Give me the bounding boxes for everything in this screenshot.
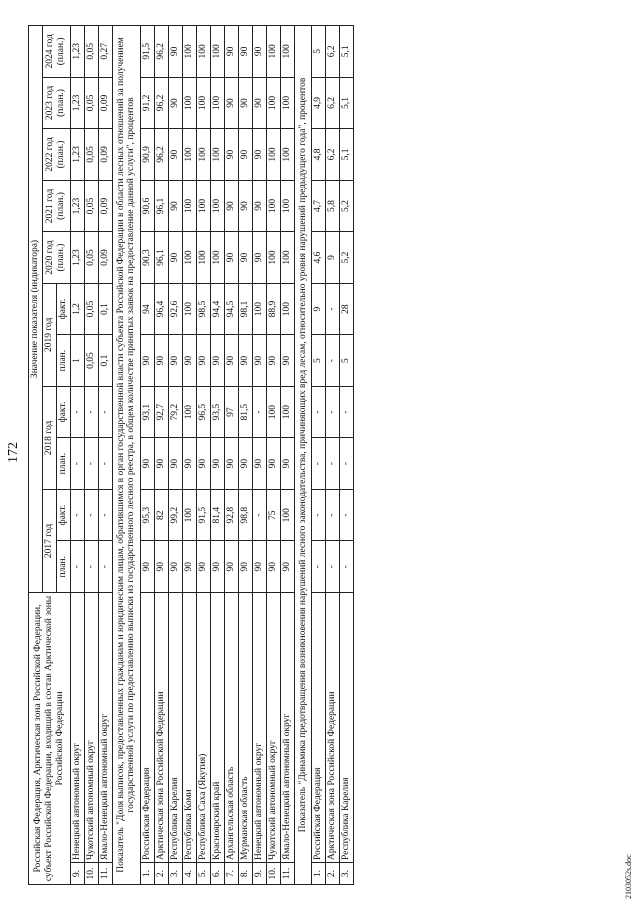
fact-header: факт.: [56, 283, 70, 335]
value-cell: 5,1: [340, 129, 354, 181]
table-row: [98, 26, 112, 885]
value-cell: 1,23: [70, 26, 84, 78]
value-cell: 90: [169, 77, 183, 129]
value-cell: 90: [238, 26, 252, 78]
table-row: [224, 26, 238, 885]
value-cell: 90: [183, 335, 197, 387]
value-cell: 100: [280, 77, 294, 129]
value-cell: 90: [224, 180, 238, 232]
region-name: Российская Федерация: [141, 592, 155, 862]
row-number: 5.: [197, 863, 211, 885]
row-number: 8.: [238, 863, 252, 885]
value-cell: 100: [280, 232, 294, 284]
value-cell: 0,05: [84, 26, 98, 78]
value-cell: 93,1: [141, 386, 155, 438]
value-cell: 100: [266, 232, 280, 284]
value-cell: 90: [224, 129, 238, 181]
region-name: Ненецкий автономный округ: [70, 592, 84, 862]
plan-header: план.: [56, 438, 70, 490]
region-name: Республика Карелия: [340, 592, 354, 862]
value-cell: 100: [183, 489, 197, 541]
value-cell: 4,6: [312, 232, 326, 284]
value-cell: 1,2: [70, 283, 84, 335]
value-cell: -: [312, 541, 326, 593]
value-cell: 100: [252, 283, 266, 335]
value-cell: 5,2: [340, 180, 354, 232]
table-row: [70, 26, 84, 885]
row-number: 9.: [70, 863, 84, 885]
value-cell: 90: [169, 180, 183, 232]
region-header: Российская Федерация, Арктическая зона Российской Федерации, субъект Российской Федерации, входящий в состав Арктической зоны Российской Федерации: [29, 592, 71, 884]
value-cell: 90: [210, 335, 224, 387]
value-cell: 5: [312, 335, 326, 387]
value-cell: 90: [169, 129, 183, 181]
table-row: [340, 26, 354, 885]
value-cell: 98,5: [197, 283, 211, 335]
value-cell: 6,2: [326, 129, 340, 181]
year-header: 2017 год: [42, 489, 56, 592]
value-cell: -: [326, 386, 340, 438]
value-cell: 9: [326, 232, 340, 284]
value-cell: 90: [238, 335, 252, 387]
value-cell: 100: [280, 283, 294, 335]
value-cell: 90: [238, 180, 252, 232]
future-year-header: 2023 год (план.): [42, 77, 70, 129]
rows-top: [70, 26, 112, 885]
value-cell: 90: [238, 438, 252, 490]
value-cell: 5,1: [340, 77, 354, 129]
indicator-table: [28, 25, 354, 885]
value-cell: 9: [312, 283, 326, 335]
section-title: Показатель "Динамика предотвращения возникновения нарушений лесного законодательства, причиняющих вред лесам, относительно уровня нарушений предыдущего года", процентов: [294, 26, 312, 885]
row-number: 11.: [98, 863, 112, 885]
value-cell: 0,27: [98, 26, 112, 78]
value-cell: 5: [340, 335, 354, 387]
value-cell: 96,5: [197, 386, 211, 438]
value-cell: 90: [252, 26, 266, 78]
value-cell: -: [98, 489, 112, 541]
plan-header: план.: [56, 541, 70, 593]
value-cell: 100: [197, 180, 211, 232]
value-cell: 90: [252, 335, 266, 387]
value-cell: 90: [238, 232, 252, 284]
region-name: Арктическая зона Российской Федерации: [155, 592, 169, 862]
value-cell: 100: [210, 129, 224, 181]
value-cell: 75: [266, 489, 280, 541]
table-row: [210, 26, 224, 885]
value-cell: 1,23: [70, 232, 84, 284]
value-cell: 90: [169, 232, 183, 284]
value-cell: 100: [197, 129, 211, 181]
value-cell: 81,4: [210, 489, 224, 541]
value-cell: 100: [266, 180, 280, 232]
value-cell: 100: [210, 77, 224, 129]
region-name: Республика Коми: [183, 592, 197, 862]
region-name: Мурманская область: [238, 592, 252, 862]
value-cell: -: [84, 438, 98, 490]
region-name: Арктическая зона Российской Федерации: [326, 592, 340, 862]
value-cell: 90: [197, 438, 211, 490]
rows-mid: [141, 26, 294, 885]
region-name: Красноярский край: [210, 592, 224, 862]
value-cell: 90: [266, 541, 280, 593]
table-row: [155, 26, 169, 885]
value-cell: 90: [280, 541, 294, 593]
value-cell: 90: [224, 541, 238, 593]
value-cell: 0,1: [98, 335, 112, 387]
value-cell: 100: [183, 180, 197, 232]
value-cell: -: [70, 438, 84, 490]
value-cell: -: [84, 489, 98, 541]
value-cell: 6,2: [326, 26, 340, 78]
value-cell: 92,6: [169, 283, 183, 335]
value-cell: 100: [197, 232, 211, 284]
value-cell: 90: [169, 541, 183, 593]
group-header: Значение показателя (индикатора): [29, 26, 43, 593]
year-header: 2019 год: [42, 283, 56, 386]
value-cell: 100: [266, 129, 280, 181]
table-row: [266, 26, 280, 885]
value-cell: 90: [252, 232, 266, 284]
value-cell: 96,2: [155, 26, 169, 78]
value-cell: 90,9: [141, 129, 155, 181]
section-title: Показатель "Доля выписок, предоставленных гражданам и юридическим лицам, обратившимся в орган государственной власти субъекта Российской Федерации в области лесных отношений за получением государственной услуги по предоставлению выписки из государственного лесного реестра, в общем количестве принятых заявок на предоставление данной услуги", процентов: [112, 26, 141, 885]
row-number: 3.: [340, 863, 354, 885]
value-cell: 99,2: [169, 489, 183, 541]
value-cell: 90: [224, 438, 238, 490]
value-cell: 90: [183, 438, 197, 490]
row-number: 11.: [280, 863, 294, 885]
value-cell: 94: [141, 283, 155, 335]
table-row: [312, 26, 326, 885]
value-cell: -: [84, 541, 98, 593]
value-cell: 90: [252, 129, 266, 181]
value-cell: -: [326, 335, 340, 387]
value-cell: 96,2: [155, 77, 169, 129]
value-cell: -: [340, 438, 354, 490]
value-cell: 100: [280, 129, 294, 181]
value-cell: -: [326, 283, 340, 335]
value-cell: 90: [155, 438, 169, 490]
value-cell: 93,5: [210, 386, 224, 438]
value-cell: 91,5: [197, 489, 211, 541]
value-cell: -: [252, 489, 266, 541]
value-cell: 98,8: [238, 489, 252, 541]
value-cell: 1,23: [70, 77, 84, 129]
value-cell: -: [84, 386, 98, 438]
future-year-header: 2021 год (план.): [42, 180, 70, 232]
value-cell: 94,4: [210, 283, 224, 335]
value-cell: 91,5: [141, 26, 155, 78]
value-cell: 96,1: [155, 180, 169, 232]
future-year-header: 2020 год (план.): [42, 232, 70, 284]
value-cell: 94,5: [224, 283, 238, 335]
value-cell: 0,05: [84, 232, 98, 284]
value-cell: 97: [224, 386, 238, 438]
value-cell: 90: [266, 335, 280, 387]
value-cell: 96,1: [155, 232, 169, 284]
value-cell: 0,05: [84, 180, 98, 232]
value-cell: 90: [224, 26, 238, 78]
value-cell: 5: [312, 26, 326, 78]
value-cell: 100: [266, 386, 280, 438]
value-cell: -: [252, 386, 266, 438]
value-cell: 90: [266, 438, 280, 490]
fact-header: факт.: [56, 386, 70, 438]
row-number: 4.: [183, 863, 197, 885]
value-cell: 100: [183, 26, 197, 78]
region-name: Российская Федерация: [312, 592, 326, 862]
value-cell: 90: [155, 541, 169, 593]
value-cell: -: [98, 386, 112, 438]
value-cell: 0,09: [98, 77, 112, 129]
value-cell: 81,5: [238, 386, 252, 438]
value-cell: 82: [155, 489, 169, 541]
value-cell: -: [326, 541, 340, 593]
value-cell: 100: [280, 489, 294, 541]
value-cell: 1,23: [70, 129, 84, 181]
value-cell: 96,2: [155, 129, 169, 181]
value-cell: 100: [266, 26, 280, 78]
row-number: 9.: [252, 863, 266, 885]
value-cell: 6,2: [326, 77, 340, 129]
table-row: [141, 26, 155, 885]
value-cell: -: [312, 438, 326, 490]
value-cell: 88,9: [266, 283, 280, 335]
table-row: [326, 26, 340, 885]
value-cell: 90: [280, 438, 294, 490]
value-cell: -: [98, 438, 112, 490]
value-cell: 90: [169, 335, 183, 387]
value-cell: 95,3: [141, 489, 155, 541]
row-number: 2.: [155, 863, 169, 885]
value-cell: 0,05: [84, 283, 98, 335]
plan-header: план.: [56, 335, 70, 387]
value-cell: 90,3: [141, 232, 155, 284]
value-cell: 5,1: [340, 26, 354, 78]
row-number: 7.: [224, 863, 238, 885]
value-cell: 90: [252, 77, 266, 129]
table-row: [197, 26, 211, 885]
row-number: 10.: [84, 863, 98, 885]
value-cell: 90,6: [141, 180, 155, 232]
table-row: [169, 26, 183, 885]
value-cell: 90: [224, 77, 238, 129]
value-cell: 100: [280, 180, 294, 232]
value-cell: -: [312, 489, 326, 541]
value-cell: 100: [280, 386, 294, 438]
region-name: Республика Карелия: [169, 592, 183, 862]
value-cell: 90: [238, 541, 252, 593]
value-cell: 100: [266, 77, 280, 129]
year-header: 2018 год: [42, 386, 56, 489]
value-cell: 100: [197, 26, 211, 78]
value-cell: 90: [141, 438, 155, 490]
fact-header: факт.: [56, 489, 70, 541]
value-cell: 0,05: [84, 335, 98, 387]
value-cell: 90: [252, 438, 266, 490]
footer-filename: 2103052s.doc: [624, 854, 633, 899]
value-cell: 90: [280, 335, 294, 387]
table-row: [252, 26, 266, 885]
value-cell: 5,8: [326, 180, 340, 232]
value-cell: -: [70, 489, 84, 541]
future-year-header: 2022 год (план.): [42, 129, 70, 181]
value-cell: 100: [197, 77, 211, 129]
value-cell: 90: [141, 335, 155, 387]
value-cell: 90: [252, 541, 266, 593]
region-name: Чукотский автономный округ: [266, 592, 280, 862]
table-row: [280, 26, 294, 885]
value-cell: 100: [210, 180, 224, 232]
value-cell: 0,05: [84, 77, 98, 129]
value-cell: -: [340, 541, 354, 593]
value-cell: 4,9: [312, 77, 326, 129]
value-cell: 90: [210, 541, 224, 593]
value-cell: -: [326, 438, 340, 490]
value-cell: -: [98, 541, 112, 593]
value-cell: 1,23: [70, 180, 84, 232]
value-cell: -: [70, 541, 84, 593]
value-cell: 92,7: [155, 386, 169, 438]
value-cell: 90: [252, 180, 266, 232]
region-name: Архангельская область: [224, 592, 238, 862]
region-name: Республика Саха (Якутия): [197, 592, 211, 862]
table-row: [238, 26, 252, 885]
value-cell: 90: [197, 541, 211, 593]
value-cell: 96,4: [155, 283, 169, 335]
value-cell: 100: [210, 26, 224, 78]
value-cell: 91,2: [141, 77, 155, 129]
region-name: Ямало-Ненецкий автономный округ: [98, 592, 112, 862]
value-cell: 100: [280, 26, 294, 78]
region-name: Ненецкий автономный округ: [252, 592, 266, 862]
row-number: 10.: [266, 863, 280, 885]
region-name: Чукотский автономный округ: [84, 592, 98, 862]
value-cell: 90: [169, 438, 183, 490]
row-number: 2.: [326, 863, 340, 885]
value-cell: -: [340, 489, 354, 541]
future-year-header: 2024 год (план.): [42, 26, 70, 78]
value-cell: 0,05: [84, 129, 98, 181]
row-number: 1.: [312, 863, 326, 885]
value-cell: 90: [183, 541, 197, 593]
value-cell: 1: [70, 335, 84, 387]
value-cell: 90: [169, 26, 183, 78]
value-cell: 5,2: [340, 232, 354, 284]
value-cell: 98,1: [238, 283, 252, 335]
rows-bot: [312, 26, 354, 885]
value-cell: 100: [183, 129, 197, 181]
value-cell: 90: [224, 335, 238, 387]
page-number: 172: [6, 442, 21, 463]
value-cell: 90: [238, 77, 252, 129]
value-cell: 4,7: [312, 180, 326, 232]
row-number: 6.: [210, 863, 224, 885]
value-cell: -: [326, 489, 340, 541]
value-cell: 90: [224, 232, 238, 284]
value-cell: 4,8: [312, 129, 326, 181]
value-cell: 0,1: [98, 283, 112, 335]
row-number: 1.: [141, 863, 155, 885]
value-cell: -: [312, 386, 326, 438]
value-cell: 100: [183, 77, 197, 129]
value-cell: 100: [210, 232, 224, 284]
value-cell: 90: [141, 541, 155, 593]
value-cell: -: [70, 386, 84, 438]
value-cell: 0,09: [98, 180, 112, 232]
value-cell: 100: [183, 283, 197, 335]
value-cell: 79,2: [169, 386, 183, 438]
value-cell: 0,09: [98, 232, 112, 284]
value-cell: 90: [197, 335, 211, 387]
value-cell: 90: [238, 129, 252, 181]
row-number: 3.: [169, 863, 183, 885]
table-row: [84, 26, 98, 885]
value-cell: 100: [183, 386, 197, 438]
value-cell: 90: [155, 335, 169, 387]
value-cell: 28: [340, 283, 354, 335]
value-cell: 90: [210, 438, 224, 490]
value-cell: 0,09: [98, 129, 112, 181]
table-row: [183, 26, 197, 885]
value-cell: 92,8: [224, 489, 238, 541]
value-cell: -: [340, 386, 354, 438]
region-name: Ямало-Ненецкий автономный округ: [280, 592, 294, 862]
value-cell: 100: [183, 232, 197, 284]
